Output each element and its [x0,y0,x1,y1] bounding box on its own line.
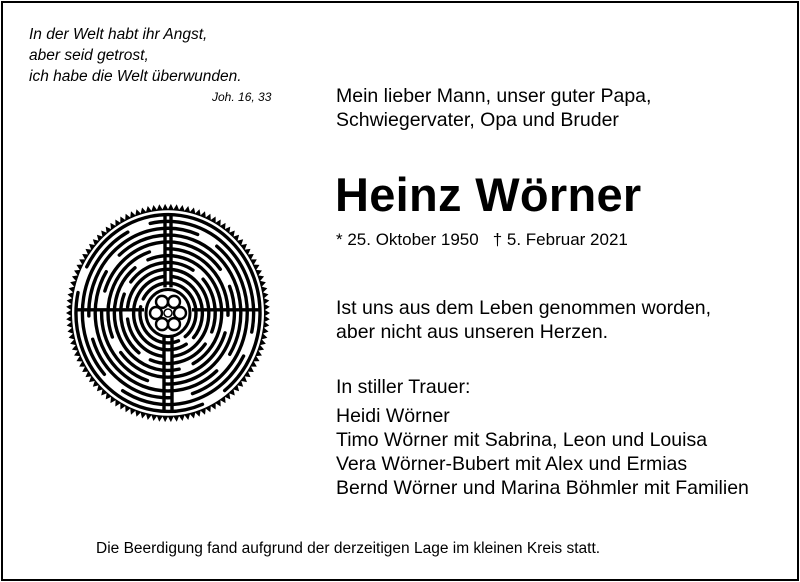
bible-verse [29,24,242,87]
labyrinth-icon [64,202,272,424]
mourner-item: Timo Wörner mit Sabrina, Leon und Louisa [336,429,708,451]
intro-line: Mein lieber Mann, unser guter Papa, [336,85,652,107]
life-dates [336,230,628,250]
birth-date: * 25. Oktober 1950 [336,230,479,249]
funeral-note: Die Beerdigung fand aufgrund der derzeitigen Lage im kleinen Kreis statt. [96,540,601,557]
verse-line: aber seid getrost, [29,47,149,64]
verse-line: ich habe die Welt überwunden. [29,68,242,85]
mourner-item: Bernd Wörner und Marina Böhmler mit Familien [336,477,749,499]
verse-line: In der Welt habt ihr Angst, [29,26,208,43]
deceased-name: Heinz Wörner [335,168,642,221]
intro-line: Schwiegervater, Opa und Bruder [336,109,619,131]
memorial-quote [336,296,711,344]
quote-line: aber nicht aus unseren Herzen. [336,321,609,343]
mourner-item: Heidi Wörner [336,405,450,427]
quote-line: Ist uns aus dem Leben genommen worden, [336,297,712,319]
mourners-list [336,404,749,500]
verse-reference: Joh. 16, 33 [212,90,272,104]
death-date: † 5. Februar 2021 [492,230,628,249]
mourner-item: Vera Wörner-Bubert mit Alex und Ermias [336,453,688,475]
intro-text [336,84,651,132]
mourning-label: In stiller Trauer: [336,376,471,398]
